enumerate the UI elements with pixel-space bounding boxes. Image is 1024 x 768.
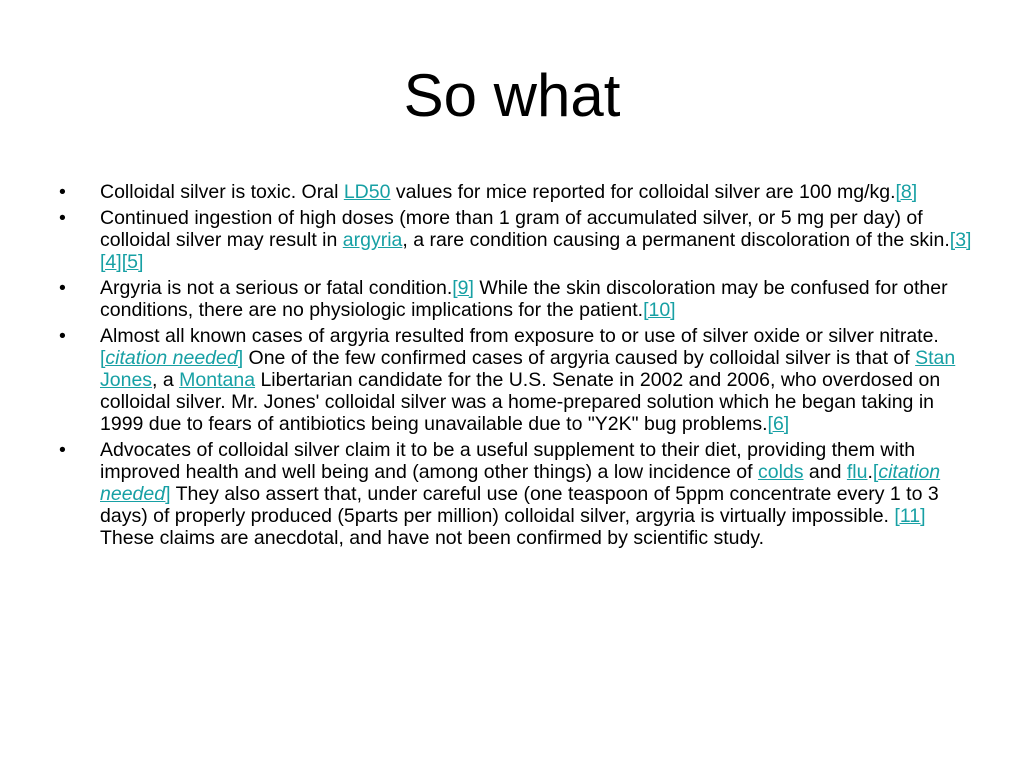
reference-link[interactable]: ] xyxy=(237,347,244,369)
bullet-text xyxy=(100,439,940,549)
bullet-text-segment: Almost all known cases of argyria resulted from exposure to or use of silver oxide or silver nitrate. xyxy=(100,325,939,347)
reference-link[interactable]: citation needed xyxy=(100,461,941,505)
bullet-text-segment: , a rare condition causing a permanent discoloration of the skin. xyxy=(402,229,950,251)
reference-link[interactable]: [ xyxy=(100,347,106,369)
bullet-item xyxy=(59,181,979,203)
slide-title: So what xyxy=(403,62,621,129)
bullet-item xyxy=(59,325,979,435)
bullet-text-segment: and xyxy=(803,461,847,483)
reference-link[interactable]: citation needed xyxy=(105,347,238,369)
reference-link[interactable]: [9] xyxy=(452,277,474,299)
bullet-text-segment: One of the few confirmed cases of argyria caused by colloidal silver is that of xyxy=(243,347,916,369)
bullet-dot-icon: • xyxy=(59,207,66,229)
bullet-text-segment: , a xyxy=(152,369,180,391)
reference-link[interactable]: Stan Jones xyxy=(100,347,956,391)
bullet-text-segment: Colloidal silver is toxic. Oral xyxy=(100,181,344,203)
reference-link[interactable]: [3] xyxy=(949,229,972,251)
bullet-text xyxy=(100,277,948,321)
reference-link[interactable]: [ xyxy=(872,461,879,483)
bullet-text-segment: Advocates of colloidal silver claim it to be a useful supplement to their diet, providing them with improved health and well being and (among other things) a low incidence of xyxy=(100,439,916,483)
reference-link[interactable]: Montana xyxy=(179,369,256,391)
bullet-text xyxy=(100,325,955,435)
reference-link[interactable]: LD50 xyxy=(343,181,391,203)
bullet-item xyxy=(59,439,979,549)
bullet-dot-icon: • xyxy=(59,325,66,347)
bullet-item xyxy=(59,277,979,321)
reference-link[interactable]: [6] xyxy=(767,413,790,435)
bullet-dot-icon: • xyxy=(59,439,66,461)
bullet-text-segment: These claims are anecdotal, and have not been confirmed by scientific study. xyxy=(100,527,765,549)
bullet-text xyxy=(100,181,917,203)
reference-link[interactable]: [8] xyxy=(895,181,918,203)
bullet-text-segment: Libertarian candidate for the U.S. Senate in 2002 and 2006, who overdosed on colloidal silver. Mr. Jones' colloidal silver was a home-prepared solution which he began taking in 1999 due to fears of antibiotics being unavailable due to "Y2K" bug problems. xyxy=(100,369,941,435)
bullet-text-segment: . xyxy=(867,461,873,483)
reference-link[interactable]: [11] xyxy=(894,505,926,527)
reference-link[interactable]: [4] xyxy=(100,251,122,273)
bullet-text-segment: They also assert that, under careful use (one teaspoon of 5ppm concentrate every 1 to 3 days) of properly produced (5parts per million) colloidal silver, argyria is virtually impossible. xyxy=(100,483,939,527)
reference-link[interactable]: flu xyxy=(846,461,868,483)
bullet-item xyxy=(59,207,979,273)
reference-link[interactable]: colds xyxy=(757,461,804,483)
reference-link[interactable]: [5] xyxy=(121,251,144,273)
bullet-dot-icon: • xyxy=(59,277,66,299)
reference-link[interactable]: [10] xyxy=(643,299,676,321)
bullet-text-segment: Argyria is not a serious or fatal condition. xyxy=(100,277,453,299)
bullet-text-segment: Continued ingestion of high doses (more than 1 gram of accumulated silver, or 5 mg per day) of colloidal silver may result in xyxy=(100,207,923,251)
reference-link[interactable]: ] xyxy=(165,483,171,505)
bullet-dot-icon: • xyxy=(59,181,66,203)
bullet-text xyxy=(100,207,971,273)
bullet-list xyxy=(59,181,979,553)
reference-link[interactable]: argyria xyxy=(342,229,403,251)
bullet-text-segment: values for mice reported for colloidal silver are 100 mg/kg. xyxy=(390,181,896,203)
bullet-text-segment: While the skin discoloration may be confused for other conditions, there are no physiologic implications for the patient. xyxy=(100,277,948,321)
